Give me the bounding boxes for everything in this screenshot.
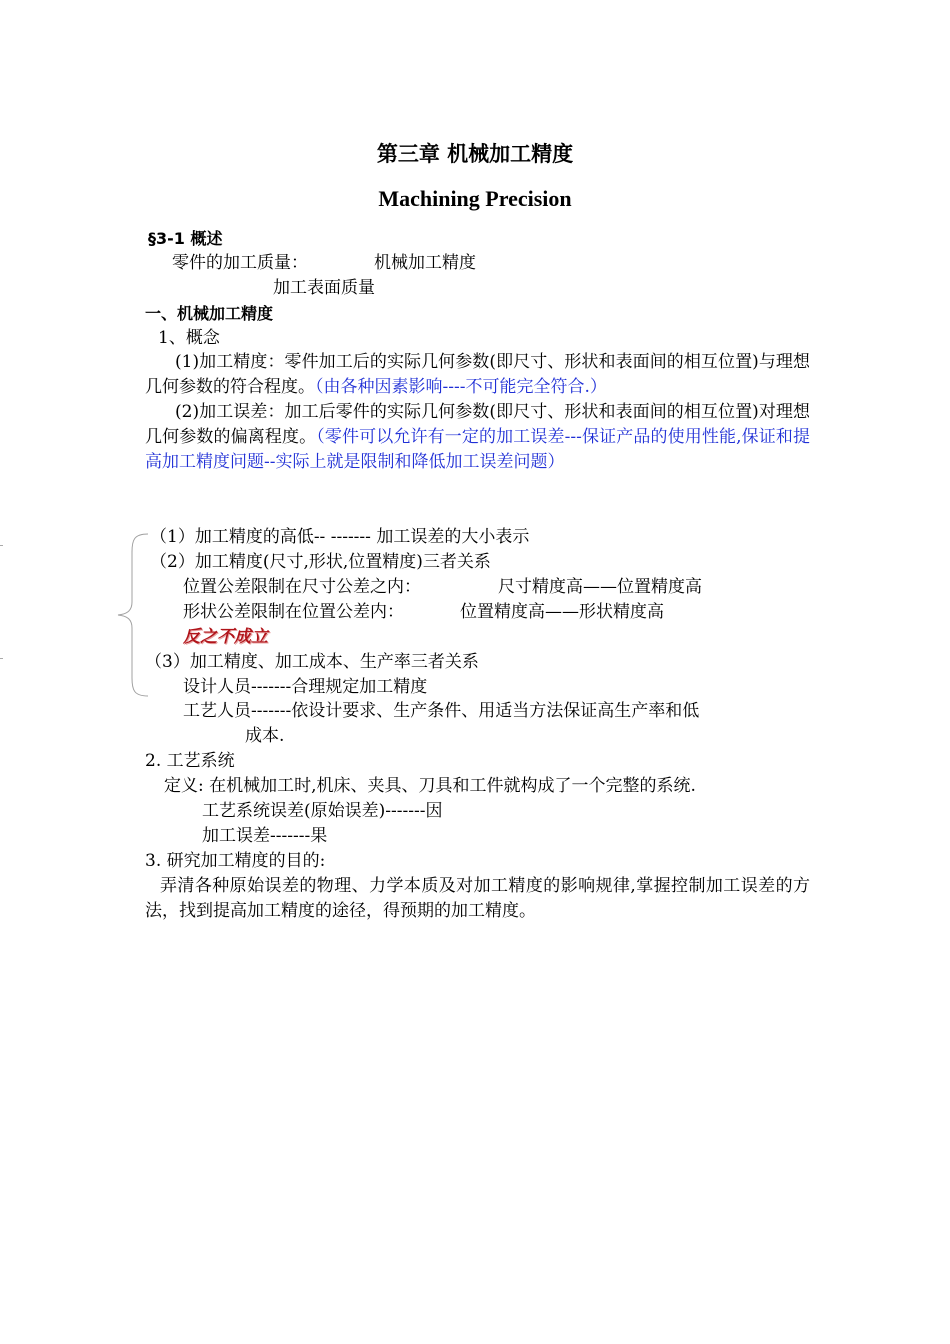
relation-2b-right: 位置精度高——形状精度高 [460,602,664,622]
relation-2a-right: 尺寸精度高——位置精度高 [498,577,702,597]
process-system-cause: 工艺系统误差(原始误差)-------因 [202,801,443,821]
precision-definition-note: （由各种因素影响----不可能完全符合.） [315,377,607,397]
error-definition-note: （零件可以允许有一定的加工误差---保证产品的使用性能,保证和提高加工精度问题--实际上就是限制和降低加工误差问题） [145,427,810,472]
purpose-heading: 3. 研究加工精度的目的: [145,851,326,871]
concept-heading: 1、概念 [158,328,220,348]
process-system-heading: 2. 工艺系统 [145,751,235,771]
paragraph-precision-definition [145,350,810,400]
quality-item-precision: 机械加工精度 [374,253,476,273]
converse-note: 反之不成立 [183,627,268,647]
process-system-definition: 定义: 在机械加工时,机床、夹具、刀具和工件就构成了一个完整的系统. [164,776,696,796]
relation-3b-continued: 成本. [245,726,285,746]
relation-3: （3）加工精度、加工成本、生产率三者关系 [145,652,479,672]
precision-definition-text: (1)加工精度：零件加工后的实际几何参数(即尺寸、形状和表面间的相互位置)与理想几何参数的符合程度。 [145,352,810,397]
error-definition-text: (2)加工误差：加工后零件的实际几何参数(即尺寸、形状和表面间的相互位置)对理想几何参数的偏离程度。 [145,402,810,447]
purpose-text: 弄清各种原始误差的物理、力学本质及对加工精度的影响规律,掌握控制加工误差的方法，找到提高加工精度的途径，得预期的加工精度。 [145,876,810,921]
quality-item-surface: 加工表面质量 [273,278,375,298]
relation-1: （1）加工精度的高低-- ------- 加工误差的大小表示 [150,527,530,547]
chapter-subtitle: Machining Precision [378,186,572,211]
paragraph-error-definition [145,400,810,475]
chapter-title: 第三章 机械加工精度 [376,142,574,166]
relation-2a-left: 位置公差限制在尺寸公差之内： [183,577,421,597]
relation-3a: 设计人员-------合理规定加工精度 [183,677,428,697]
section-heading: §3-1 概述 [148,229,223,248]
margin-mark [0,658,3,659]
quality-label: 零件的加工质量： [172,253,308,273]
relation-2b-left: 形状公差限制在位置公差内： [183,602,404,622]
relation-3b: 工艺人员-------依设计要求、生产条件、用适当方法保证高生产率和低 [183,701,700,721]
margin-mark [0,545,3,546]
relation-2: （2）加工精度(尺寸,形状,位置精度)三者关系 [150,552,491,572]
heading-machining-precision: 一、机械加工精度 [145,304,274,323]
process-system-effect: 加工误差-------果 [202,826,328,846]
